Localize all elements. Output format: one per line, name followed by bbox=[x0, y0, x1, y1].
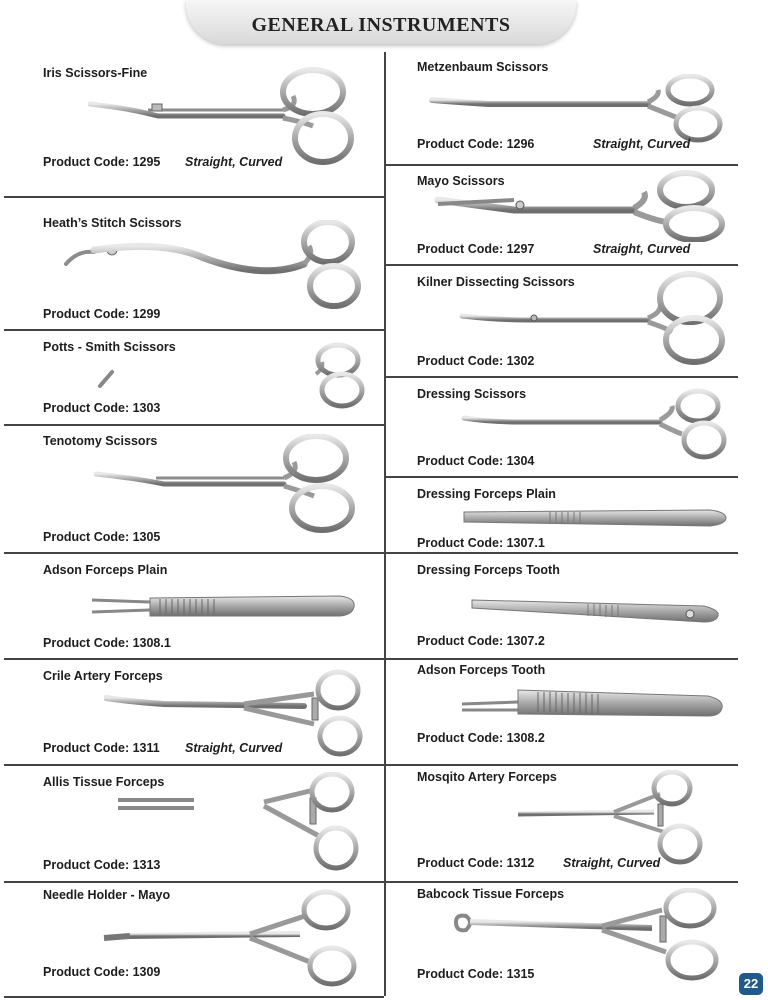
divider bbox=[4, 552, 384, 554]
product-code: Product Code: 1307.2 bbox=[417, 634, 545, 648]
divider bbox=[4, 996, 384, 998]
product-code: Product Code: 1295 bbox=[43, 155, 161, 169]
adson-forceps-tooth-image bbox=[458, 684, 724, 724]
divider bbox=[4, 424, 384, 426]
product-code: Product Code: 1309 bbox=[43, 965, 161, 979]
product-name: Mosqito Artery Forceps bbox=[417, 770, 557, 784]
mayo-scissors-image bbox=[434, 170, 728, 242]
kilner-dissecting-scissors-image bbox=[458, 270, 728, 366]
divider bbox=[386, 476, 738, 478]
divider bbox=[4, 658, 384, 660]
divider bbox=[386, 164, 738, 166]
product-name: Adson Forceps Tooth bbox=[417, 663, 546, 677]
product-name: Mayo Scissors bbox=[417, 174, 505, 188]
product-code: Product Code: 1308.2 bbox=[417, 731, 545, 745]
product-name: Allis Tissue Forceps bbox=[43, 775, 165, 789]
product-name: Crile Artery Forceps bbox=[43, 669, 163, 683]
dressing-scissors-image bbox=[460, 388, 728, 462]
divider bbox=[4, 764, 384, 766]
divider bbox=[386, 264, 738, 266]
iris-scissors-image bbox=[88, 66, 358, 166]
product-name: Adson Forceps Plain bbox=[43, 563, 168, 577]
divider bbox=[386, 764, 738, 766]
product-variant: Straight, Curved bbox=[593, 137, 691, 151]
product-code: Product Code: 1302 bbox=[417, 354, 535, 368]
product-code: Product Code: 1305 bbox=[43, 530, 161, 544]
column-divider bbox=[384, 52, 386, 996]
product-name: Dressing Forceps Plain bbox=[417, 487, 556, 501]
product-variant: Straight, Curved bbox=[563, 856, 661, 870]
dressing-forceps-plain-image bbox=[460, 504, 728, 532]
product-code: Product Code: 1299 bbox=[43, 307, 161, 321]
product-code: Product Code: 1313 bbox=[43, 858, 161, 872]
tenotomy-scissors-image bbox=[94, 434, 364, 534]
product-name: Kilner Dissecting Scissors bbox=[417, 275, 575, 289]
divider bbox=[386, 376, 738, 378]
product-name: Iris Scissors-Fine bbox=[43, 66, 148, 80]
product-code: Product Code: 1297 bbox=[417, 242, 535, 256]
product-code: Product Code: 1311 bbox=[43, 741, 160, 755]
product-code: Product Code: 1307.1 bbox=[417, 536, 545, 550]
divider bbox=[4, 329, 384, 331]
product-code: Product Code: 1308.1 bbox=[43, 636, 171, 650]
metzenbaum-scissors-image bbox=[428, 74, 728, 144]
mosquito-artery-forceps-image bbox=[514, 770, 714, 866]
product-name: Needle Holder - Mayo bbox=[43, 888, 171, 902]
product-name: Dressing Forceps Tooth bbox=[417, 563, 560, 577]
product-name: Potts - Smith Scissors bbox=[43, 340, 176, 354]
product-name: Babcock Tissue Forceps bbox=[417, 887, 565, 901]
product-variant: Straight, Curved bbox=[185, 155, 283, 169]
product-name: Metzenbaum Scissors bbox=[417, 60, 549, 74]
product-code: Product Code: 1296 bbox=[417, 137, 535, 151]
page-number-badge: 22 bbox=[739, 973, 763, 995]
product-name: Dressing Scissors bbox=[417, 387, 527, 401]
divider bbox=[386, 552, 738, 554]
product-code: Product Code: 1315 bbox=[417, 967, 535, 981]
page-title: GENERAL INSTRUMENTS bbox=[251, 14, 511, 36]
product-code: Product Code: 1312 bbox=[417, 856, 535, 870]
dressing-forceps-tooth-image bbox=[468, 594, 722, 626]
adson-forceps-plain-image bbox=[90, 590, 360, 630]
allis-tissue-forceps-image bbox=[114, 772, 366, 872]
divider bbox=[386, 881, 738, 883]
product-name: Tenotomy Scissors bbox=[43, 434, 158, 448]
divider bbox=[4, 881, 384, 883]
product-code: Product Code: 1304 bbox=[417, 454, 535, 468]
page-title-tab bbox=[186, 0, 576, 44]
heath-stitch-scissors-image bbox=[64, 220, 364, 310]
product-variant: Straight, Curved bbox=[593, 242, 691, 256]
product-name: Heath’s Stitch Scissors bbox=[43, 216, 182, 230]
product-code: Product Code: 1303 bbox=[43, 401, 161, 415]
divider bbox=[386, 658, 738, 660]
divider bbox=[4, 196, 384, 198]
product-variant: Straight, Curved bbox=[185, 741, 283, 755]
